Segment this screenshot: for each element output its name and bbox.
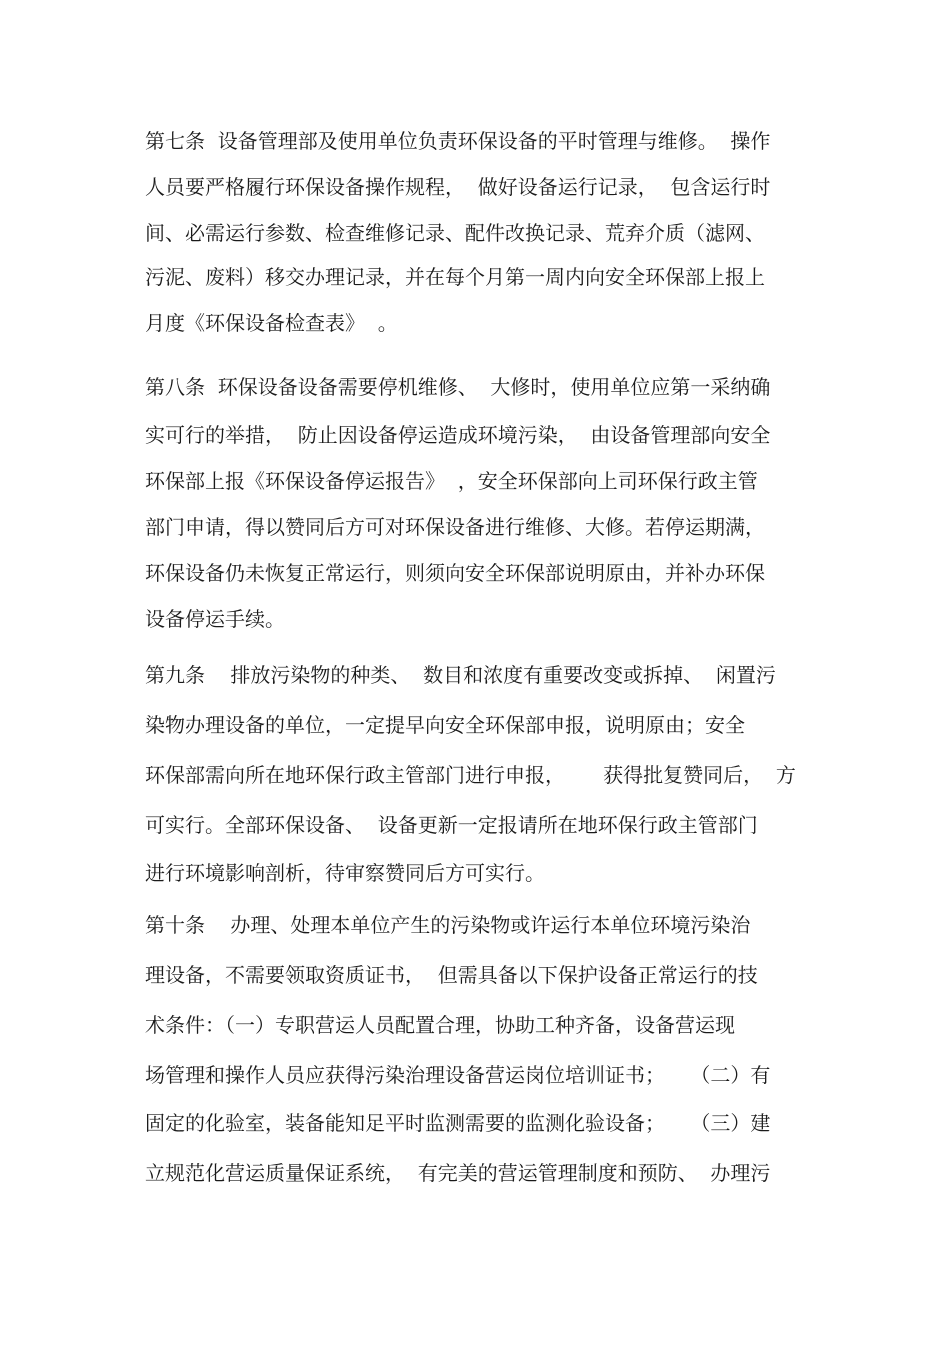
text-line: 环保部上报《环保设备停运报告》 ，安全环保部向上司环保行政主管 (145, 469, 758, 493)
text-line: 人员要严格履行环保设备操作规程， 做好设备运行记录， 包含运行时 (145, 175, 771, 199)
text-line: 第八条 环保设备设备需要停机维修、 大修时，使用单位应第一采纳确 (145, 375, 771, 399)
text-line: 术条件：（一）专职营运人员配置合理，协助工种齐备，设备营运现 (145, 1013, 735, 1037)
text-line: 场管理和操作人员应获得污染治理设备营运岗位培训证书； （二）有 (145, 1063, 771, 1087)
text-line: 部门申请，得以赞同后方可对环保设备进行维修、大修。若停运期满， (145, 515, 765, 539)
text-line: 污泥、废料）移交办理记录，并在每个月第一周内向安全环保部上报上 (145, 265, 765, 289)
text-line: 第七条 设备管理部及使用单位负责环保设备的平时管理与维修。 操作 (145, 129, 771, 153)
text-line: 实可行的举措， 防止因设备停运造成环境污染， 由设备管理部向安全 (145, 423, 771, 447)
text-line: 进行环境影响剖析，待审察赞同后方可实行。 (145, 861, 545, 885)
text-line: 可实行。全部环保设备、 设备更新一定报请所在地环保行政主管部门 (145, 813, 758, 837)
text-line: 环保部需向所在地环保行政主管部门进行申报， 获得批复赞同后， 方 (145, 763, 796, 787)
text-line: 固定的化验室，装备能知足平时监测需要的监测化验设备； （三）建 (145, 1111, 771, 1135)
text-line: 立规范化营运质量保证系统， 有完美的营运管理制度和预防、 办理污 (145, 1161, 771, 1185)
text-line: 间、必需运行参数、检查维修记录、配件改换记录、荒弃介质（滤网、 (145, 221, 765, 245)
text-line: 第十条 办理、处理本单位产生的污染物或许运行本单位环境污染治 (145, 913, 751, 937)
text-line: 染物办理设备的单位，一定提早向安全环保部申报，说明原由；安全 (145, 713, 745, 737)
text-line: 环保设备仍未恢复正常运行，则须向安全环保部说明原由，并补办环保 (145, 561, 765, 585)
text-line: 理设备，不需要领取资质证书， 但需具备以下保护设备正常运行的技 (145, 963, 758, 987)
text-line: 第九条 排放污染物的种类、 数目和浓度有重要改变或拆掉、 闲置污 (145, 663, 776, 687)
text-line: 设备停运手续。 (145, 607, 285, 631)
text-line: 月度《环保设备检查表》 。 (145, 311, 398, 335)
